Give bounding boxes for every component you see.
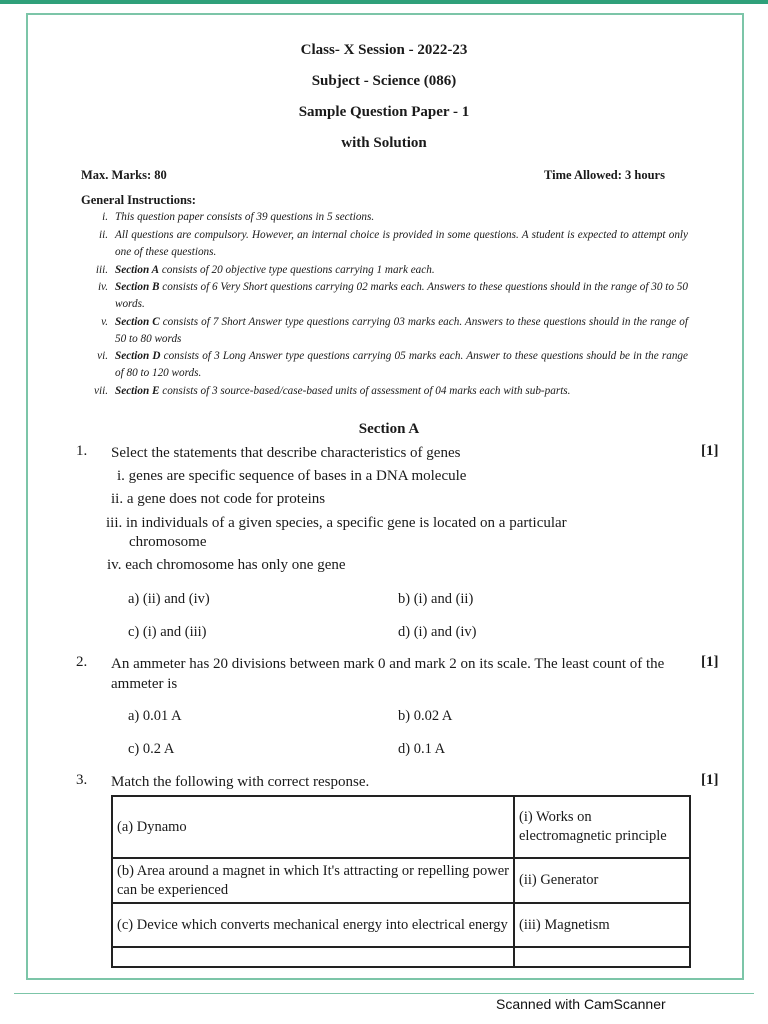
table-row bbox=[112, 796, 690, 858]
gene-statement: iii. in individuals of a given species, a specific gene is located on a particular bbox=[106, 515, 567, 531]
gene-statement: i. genes are specific sequence of bases in a DNA molecule bbox=[117, 468, 467, 484]
scanner-watermark: Scanned with CamScanner bbox=[496, 996, 666, 1012]
section-label: Section A bbox=[115, 264, 160, 276]
match-right-cell: (i) Works on electromagnetic principle bbox=[514, 796, 690, 858]
instruction-number: vii. bbox=[94, 385, 108, 397]
instruction-item: i. This question paper consists of 39 questions in 5 sections. bbox=[70, 209, 688, 226]
instruction-number: i. bbox=[102, 211, 108, 223]
match-right-cell: (iii) Magnetism bbox=[514, 903, 690, 947]
match-right-cell: (ii) Generator bbox=[514, 858, 690, 903]
instruction-number: iii. bbox=[95, 264, 108, 276]
match-left-cell: (a) Dynamo bbox=[112, 796, 514, 858]
question-marks: [1] bbox=[701, 443, 719, 459]
question-number: 2. bbox=[76, 654, 88, 670]
section-label: Section C bbox=[115, 316, 160, 328]
gene-statement: ii. a gene does not code for proteins bbox=[111, 491, 326, 507]
table-row bbox=[112, 858, 690, 903]
match-left-cell bbox=[112, 947, 514, 967]
option-d: d) (i) and (iv) bbox=[398, 624, 477, 640]
question-marks: [1] bbox=[701, 772, 719, 788]
section-label: Section D bbox=[115, 350, 161, 362]
instruction-item: iii. Section A consists of 20 objective type questions carrying 1 mark each. bbox=[70, 262, 688, 279]
general-instructions-title: General Instructions: bbox=[81, 193, 196, 207]
max-marks: Max. Marks: 80 bbox=[81, 168, 167, 182]
question-text: An ammeter has 20 divisions between mark 0 and mark 2 on its scale. The least count of the ammeter is bbox=[111, 656, 665, 692]
subject-heading: Subject - Science (086) bbox=[311, 73, 457, 89]
instruction-item: vi. Section D consists of 3 Long Answer type questions carrying 05 marks each. Answer to these questions should be in the range of 80 to 120 words. bbox=[70, 348, 688, 382]
instruction-number: ii. bbox=[98, 229, 108, 241]
instruction-number: vi. bbox=[97, 350, 108, 362]
instruction-item: iv. Section B consists of 6 Very Short questions carrying 02 marks each. Answers to these questions should in the range of 30 to 50 words. bbox=[70, 279, 688, 313]
question-text: Select the statements that describe characteristics of genes bbox=[111, 445, 461, 461]
option-b: b) (i) and (ii) bbox=[398, 591, 474, 607]
match-right-cell bbox=[514, 947, 690, 967]
option-a: a) 0.01 A bbox=[128, 708, 182, 724]
gene-statement: iv. each chromosome has only one gene bbox=[107, 557, 346, 573]
section-label: Section E bbox=[115, 385, 160, 397]
table-row bbox=[112, 947, 690, 967]
section-a-title: Section A bbox=[358, 421, 420, 437]
option-b: b) 0.02 A bbox=[398, 708, 453, 724]
match-left-cell: (b) Area around a magnet in which It's attracting or repelling power can be experienced bbox=[112, 858, 514, 903]
instruction-item: v. Section C consists of 7 Short Answer type questions carrying 03 marks each. Answers to these questions should in the range of 50 to 80 words bbox=[70, 314, 688, 348]
time-allowed: Time Allowed: 3 hours bbox=[544, 168, 665, 182]
instruction-item: vii. Section E consists of 3 source-based/case-based units of assessment of 04 marks each with sub-parts. bbox=[70, 383, 688, 400]
footer-divider bbox=[14, 993, 754, 994]
top-accent-bar bbox=[0, 0, 768, 4]
gene-statement-continuation: chromosome bbox=[129, 534, 207, 550]
paper-title: Sample Question Paper - 1 bbox=[298, 104, 470, 120]
question-text: Match the following with correct response. bbox=[111, 774, 370, 790]
question-number: 3. bbox=[76, 772, 88, 788]
option-d: d) 0.1 A bbox=[398, 741, 446, 757]
option-c: c) (i) and (iii) bbox=[128, 624, 207, 640]
section-label: Section B bbox=[115, 281, 160, 293]
option-a: a) (ii) and (iv) bbox=[128, 591, 210, 607]
option-c: c) 0.2 A bbox=[128, 741, 175, 757]
match-table bbox=[111, 795, 691, 968]
class-session-heading: Class- X Session - 2022-23 bbox=[300, 42, 468, 58]
instruction-item: ii. All questions are compulsory. However, an internal choice is provided in some questions. A student is expected to attempt only one of these questions. bbox=[70, 227, 688, 261]
question-number: 1. bbox=[76, 443, 88, 459]
solution-subtitle: with Solution bbox=[341, 135, 427, 151]
question-marks: [1] bbox=[701, 654, 719, 670]
instruction-number: iv. bbox=[97, 281, 108, 293]
instruction-number: v. bbox=[101, 316, 108, 328]
match-left-cell: (c) Device which converts mechanical energy into electrical energy bbox=[112, 903, 514, 947]
table-row bbox=[112, 903, 690, 947]
